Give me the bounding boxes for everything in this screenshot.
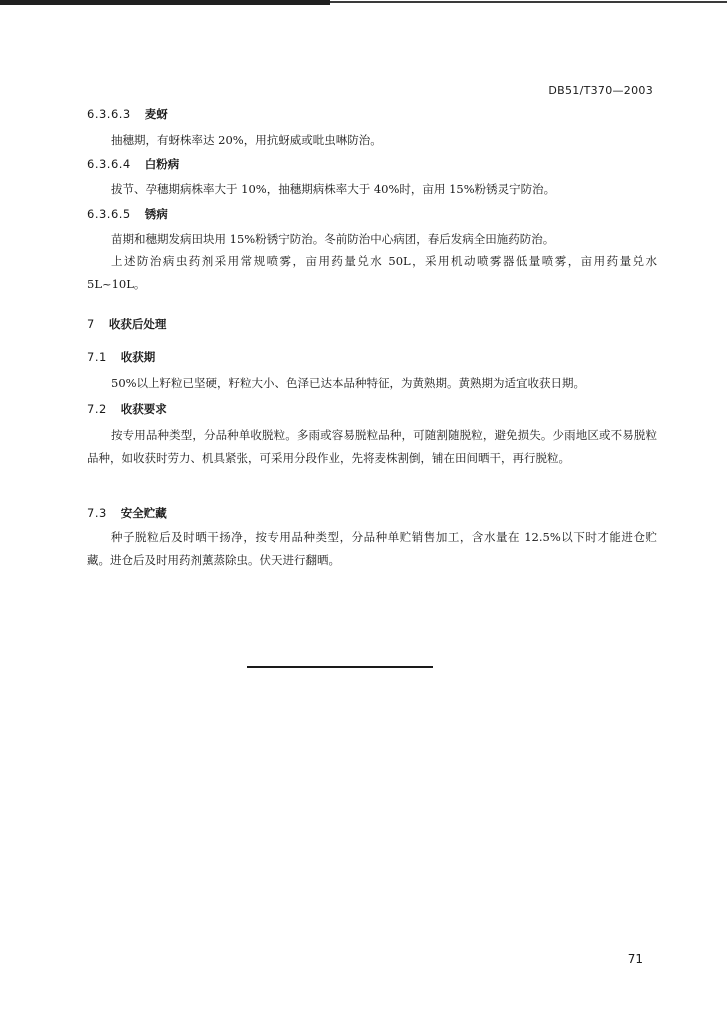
paragraph-storage: 种子脱粒后及时晒干扬净，按专用品种类型，分品种单贮销售加工，含水量在 12.5%以下时才能进仓贮藏。进仓后及时用药剂薰蒸除虫。伏天进行翻晒。 [87, 530, 657, 567]
section-title: 收获后处理 [108, 317, 167, 331]
paragraph-rust: 苗期和穗期发病田块用 15%粉锈宁防治。冬前防治中心病团，春后发病全田施药防治。 [111, 232, 555, 246]
section-number: 7.1 [87, 350, 107, 364]
top-rule-thin [330, 1, 727, 3]
paragraph-powdery-mildew: 拔节、孕穗期病株率大于 10%，抽穗期病株率大于 40%时，亩用 15%粉锈灵宁防治。 [111, 182, 556, 196]
section-title: 麦蚜 [144, 107, 168, 121]
section-number: 7.2 [87, 402, 107, 416]
section-title: 安全贮藏 [120, 506, 167, 520]
section-title: 收获要求 [120, 402, 167, 416]
section-heading-7-1 [87, 349, 155, 365]
page-number: 71 [627, 952, 643, 966]
section-title: 收获期 [120, 350, 156, 364]
section-number: 7.3 [87, 506, 107, 520]
paragraph-harvest-requirements: 按专用品种类型，分品种单收脱粒。多雨或容易脱粒品种，可随割随脱粒，避免损失。少雨地区或不易脱粒品种，如收获时劳力、机具紧张，可采用分段作业，先将麦株割倒，铺在田间晒干，再行脱粒。 [87, 428, 657, 465]
section-heading-6-3-6-3 [87, 106, 168, 122]
paragraph-aphid: 抽穗期，有蚜株率达 20%，用抗蚜威或吡虫啉防治。 [111, 133, 382, 147]
document-code: DB51/T370—2003 [548, 84, 653, 97]
section-number: 6.3.6.3 [87, 107, 131, 121]
section-heading-7-3 [87, 505, 167, 521]
section-title: 锈病 [144, 207, 168, 221]
section-heading-6-3-6-5 [87, 206, 168, 222]
section-heading-7-2 [87, 401, 167, 417]
paragraph-harvest-period: 50%以上籽粒已坚硬，籽粒大小、色泽已达本品种特征，为黄熟期。黄熟期为适宜收获日期。 [111, 376, 586, 390]
paragraph-spray: 上述防治病虫药剂采用常规喷雾，亩用药量兑水 50L，采用机动喷雾器低量喷雾，亩用药量兑水 5L~10L。 [87, 254, 657, 291]
section-number: 7 [87, 317, 95, 331]
section-number: 6.3.6.4 [87, 157, 131, 171]
section-number: 6.3.6.5 [87, 207, 131, 221]
section-heading-7 [87, 316, 166, 332]
top-rule [0, 0, 330, 5]
section-heading-6-3-6-4 [87, 156, 179, 172]
end-of-document-rule [247, 666, 433, 668]
section-title: 白粉病 [144, 157, 180, 171]
